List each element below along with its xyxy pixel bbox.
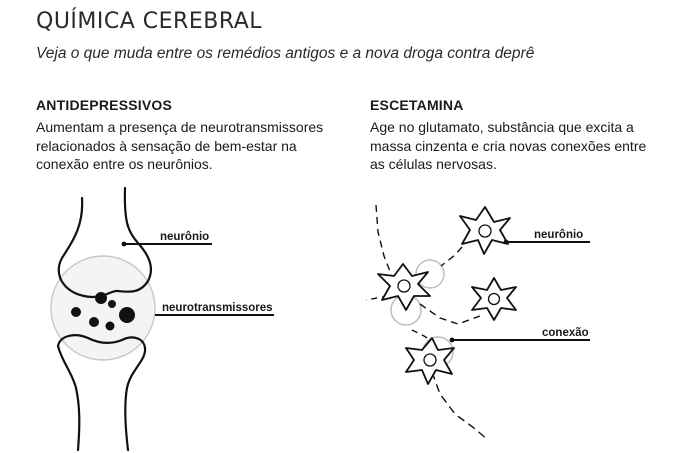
page-subtitle: Veja o que muda entre os remédios antigos e a nova droga contra deprê [36, 45, 535, 62]
connection-chain [376, 205, 395, 284]
antidepressivos-heading: ANTIDEPRESSIVOS [36, 97, 173, 113]
description-line: relacionados à sensação de bem-estar na [36, 137, 297, 154]
connection-label: conexão [542, 327, 589, 339]
description-line: Aumentam a presença de neurotransmissores [36, 119, 324, 135]
neurotransmitters-label: neurotransmissores [162, 302, 273, 314]
neuron-cell [406, 338, 454, 384]
neuron-cell [472, 278, 516, 320]
description-line: as células nervosas. [370, 156, 497, 172]
connection-leader-dot [450, 338, 455, 343]
neuron-cell [378, 264, 430, 310]
description-line: conexão entre os neurônios. [36, 156, 213, 172]
neuron-leader-dot [504, 240, 509, 245]
neuron-label: neurônio [534, 229, 584, 241]
connection-chain [432, 372, 488, 440]
escetamina-heading: ESCETAMINA [370, 97, 464, 113]
neuron-label: neurônio [160, 231, 210, 243]
page-title: QUÍMICA CEREBRAL [36, 9, 263, 34]
neuron-cells [378, 207, 516, 384]
description-line: massa cinzenta e cria novas conexões entre [370, 137, 647, 154]
connection-chain [420, 304, 480, 324]
description-line: Age no glutamato, substância que excita a [370, 119, 634, 135]
neuron-cell [460, 207, 510, 254]
